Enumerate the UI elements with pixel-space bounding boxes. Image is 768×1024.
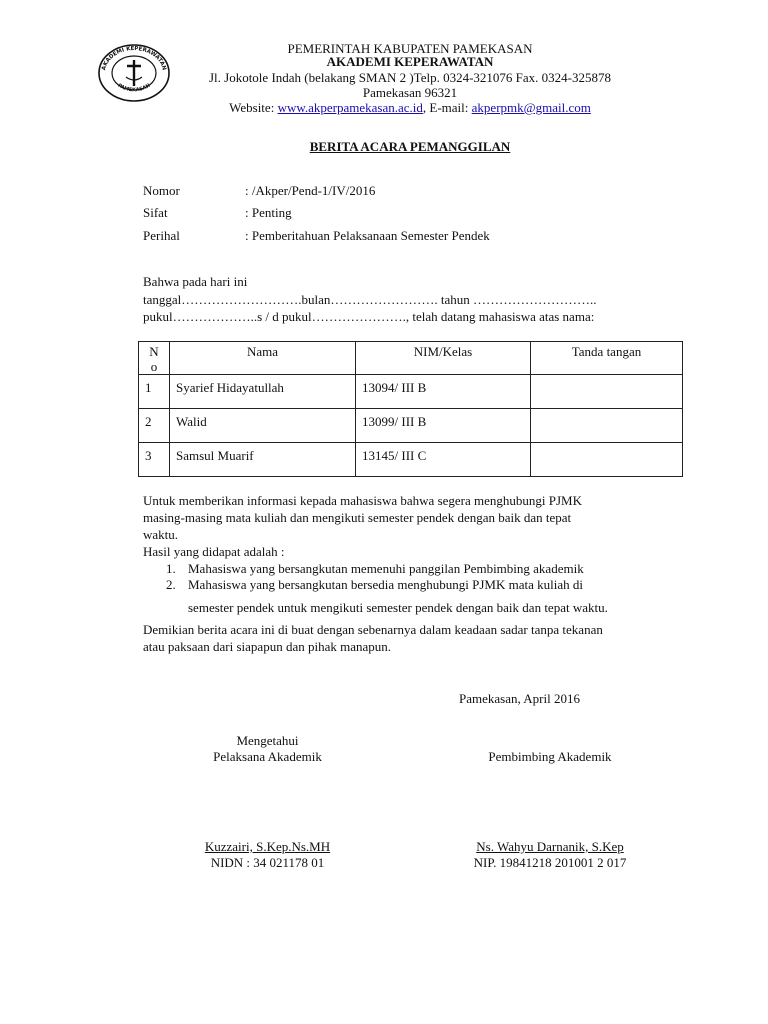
header-no bbox=[139, 342, 170, 375]
meta-label-nomor: Nomor bbox=[143, 183, 180, 198]
meta-label-sifat: Sifat bbox=[143, 205, 168, 220]
logo-bottom-text: PAMEKASAN bbox=[116, 82, 152, 94]
student-table bbox=[138, 341, 683, 477]
meta-value-perihal: : Pemberitahuan Pelaksanaan Semester Pendek bbox=[245, 228, 490, 243]
cell-nama: Syarief Hidayatullah bbox=[170, 375, 356, 409]
cell-nama: Samsul Muarif bbox=[170, 443, 356, 477]
cell-nim: 13145/ III C bbox=[356, 443, 531, 477]
cell-ttd bbox=[531, 375, 683, 409]
place-date: Pamekasan, April 2016 bbox=[459, 691, 580, 706]
header-academy: AKADEMI KEPERAWATAN bbox=[326, 54, 494, 69]
intro-line-3: pukul………………..s / d pukul…………………., telah datang mahasiswa atas nama: bbox=[143, 309, 595, 324]
institution-logo bbox=[97, 43, 171, 103]
header-no-line-2: o bbox=[150, 359, 158, 374]
table-row bbox=[139, 409, 683, 443]
header-government: PEMERINTAH KABUPATEN PAMEKASAN bbox=[287, 41, 533, 56]
cell-no: 2 bbox=[139, 409, 170, 443]
right-signatory-id: NIP. 19841218 201001 2 017 bbox=[473, 855, 627, 870]
meta-label-perihal: Perihal bbox=[143, 228, 180, 243]
list-item-2-line-2: semester pendek untuk mengikuti semester pendek dengan baik dan tepat waktu. bbox=[188, 600, 608, 615]
document-title: BERITA ACARA PEMANGGILAN bbox=[309, 139, 511, 154]
website-link[interactable]: www.akperpamekasan.ac.id bbox=[277, 100, 423, 115]
header-no-line-1: N bbox=[149, 344, 159, 359]
header-contact bbox=[175, 100, 645, 116]
left-signatory-label: Mengetahui bbox=[236, 733, 299, 748]
closing-line-2: atau paksaan dari siapapun dan pihak manapun. bbox=[143, 639, 391, 654]
header-ttd: Tanda tangan bbox=[531, 342, 683, 375]
logo-top-text: AKADEMI KEPERAWATAN bbox=[101, 45, 167, 71]
meta-value-nomor: : /Akper/Pend-1/IV/2016 bbox=[245, 183, 376, 198]
header-address: Jl. Jokotole Indah (belakang SMAN 2 )Telp. 0324-321076 Fax. 0324-325878 bbox=[208, 70, 612, 85]
header-nama: Nama bbox=[170, 342, 356, 375]
intro-line-1: Bahwa pada hari ini bbox=[143, 274, 248, 289]
table-row bbox=[139, 443, 683, 477]
list-item-2-number: 2. bbox=[166, 577, 176, 592]
cell-ttd bbox=[531, 443, 683, 477]
left-signatory-id: NIDN : 34 021178 01 bbox=[210, 855, 325, 870]
header-postal: Pamekasan 96321 bbox=[362, 85, 458, 100]
list-item-1: Mahasiswa yang bersangkutan memenuhi panggilan Pembimbing akademik bbox=[188, 561, 584, 576]
website-label: Website: bbox=[229, 100, 275, 115]
list-item-2-line-1: Mahasiswa yang bersangkutan bersedia menghubungi PJMK mata kuliah di bbox=[188, 577, 583, 592]
email-link[interactable]: akperpmk@gmail.com bbox=[471, 100, 591, 115]
paragraph-1-line-3: waktu. bbox=[143, 527, 179, 542]
table-header-row bbox=[139, 342, 683, 375]
closing-line-1: Demikian berita acara ini di buat dengan sebenarnya dalam keadaan sadar tanpa tekanan bbox=[143, 622, 603, 637]
cell-nim: 13094/ III B bbox=[356, 375, 531, 409]
cell-no: 1 bbox=[139, 375, 170, 409]
intro-line-2: tanggal……………………….bulan……………………. tahun ……………………….. bbox=[143, 292, 597, 307]
right-signatory-name: Ns. Wahyu Darnanik, S.Kep bbox=[476, 839, 624, 854]
list-item-1-number: 1. bbox=[166, 561, 176, 576]
cell-ttd bbox=[531, 409, 683, 443]
table-row bbox=[139, 375, 683, 409]
left-signatory-name: Kuzzairi, S.Kep.Ns.MH bbox=[204, 839, 331, 854]
right-signatory-role: Pembimbing Akademik bbox=[488, 749, 612, 764]
email-label: , E-mail: bbox=[422, 100, 469, 115]
meta-value-sifat: : Penting bbox=[245, 205, 292, 220]
cell-nama: Walid bbox=[170, 409, 356, 443]
paragraph-1-line-2: masing-masing mata kuliah dan mengikuti semester pendek dengan baik dan tepat bbox=[143, 510, 572, 525]
cell-nim: 13099/ III B bbox=[356, 409, 531, 443]
paragraph-1-line-1: Untuk memberikan informasi kepada mahasiswa bahwa segera menghubungi PJMK bbox=[143, 493, 583, 508]
header-nim: NIM/Kelas bbox=[356, 342, 531, 375]
results-heading: Hasil yang didapat adalah : bbox=[143, 544, 285, 559]
cell-no: 3 bbox=[139, 443, 170, 477]
left-signatory-role: Pelaksana Akademik bbox=[213, 749, 322, 764]
